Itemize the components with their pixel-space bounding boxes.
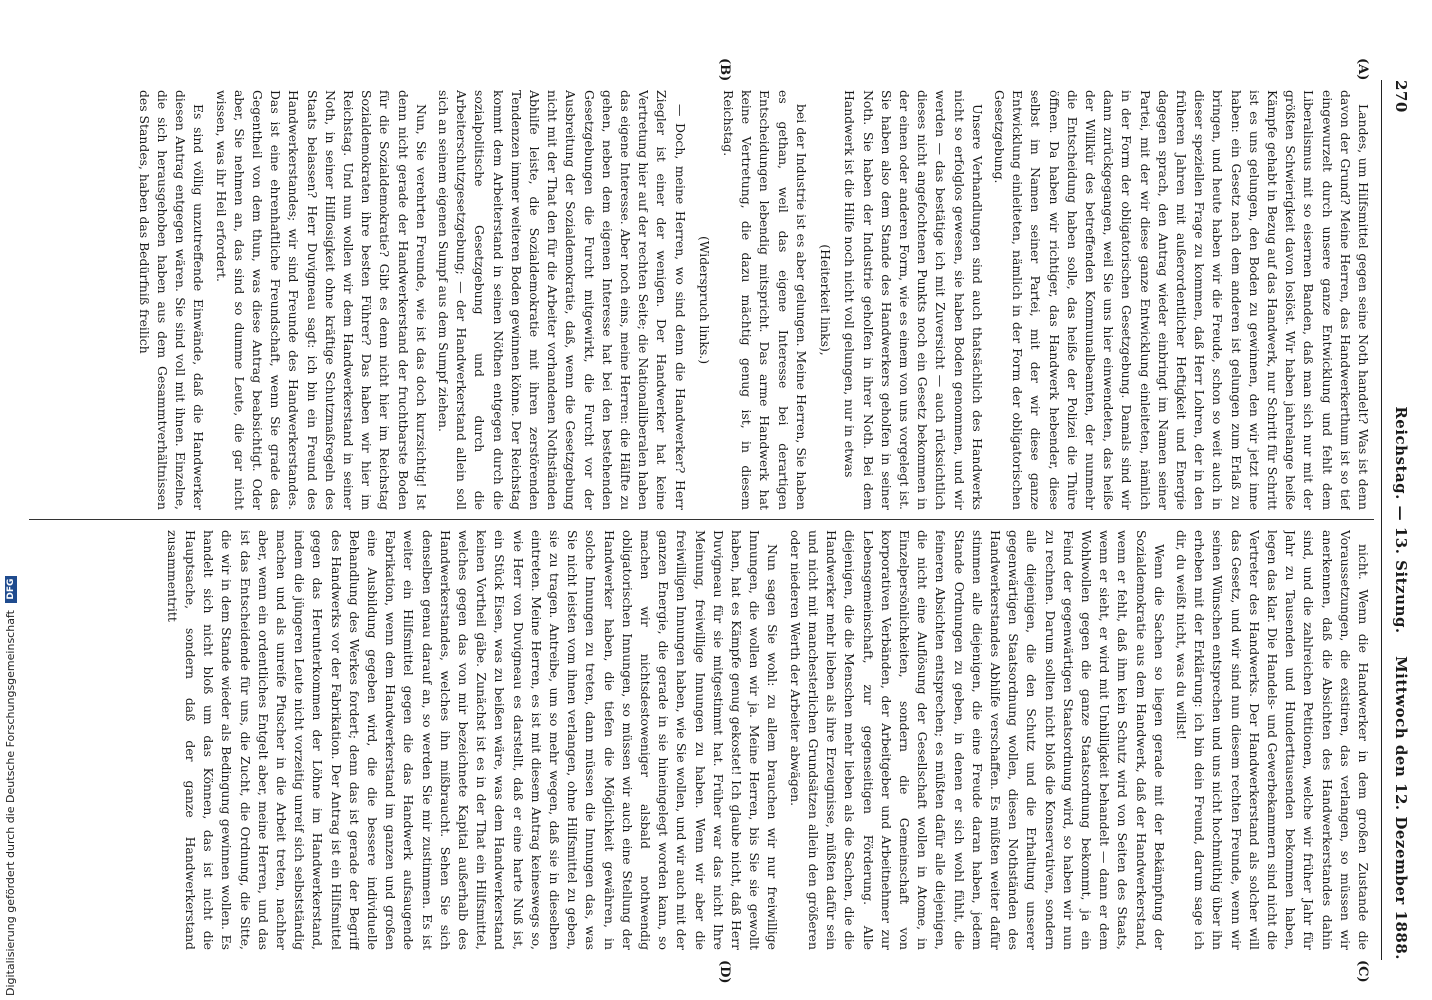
footer-text: Digitalisierung gefördert durch die Deutsche Forschungsgemeinschaft [4,610,17,996]
paragraph: Nun sagen Sie wohl: zu allem brauchen wir nur freiwillige Innungen, die wollen wir ja. Meine Herren, bis Sie sie gewollt haben, hat es Kämpfe genug gekostet! Ich glaube nicht, daß Herr Duvigneau für sie mitgestimmt hat. Früher war das nicht Ihre Meinung, freiwillige Innungen zu haben. Wenn wir aber die freiwilligen Innungen haben, wie Sie wollen, und wir auch mit der ganzen Energie, die gerade in sie hineingelegt worden kann, so machen wir nichtsdestoweniger alsbald nothwendig obligatorischen Innungen, so müssen wir auch eine Stellung der Handwerker haben, die tiefen die Möglichkeit gewähren, in solche Innungen zu treten, dann müssen die Innungen das, was Sie nicht leisten vom ihnen verlangen, ohne Hilfsmittel zu geben, sie zu tragen. Antreibe, um so mehr wegen, daß sie in dieselben eintreten. Meine Herren, es ist mit diesem Antrag keineswegs so, wie Herr von Duvigneau es darstellt, daß er eine harte Nuß ist, ein Stück Eisen, was zu beißen wäre, was dem Handwerkerstand keinen Vortheil gäbe. Zunächst ist es in der That ein Hilfsmittel, welches gegen das von mir bezeichnete Kapital außerhalb des Handwerkerstandes, welches ihn mißbraucht. Sehen Sie sich denselben genau darauf an, so werden Sie mir zustimmen. Es ist weiter ein Hilfsmittel gegen die das Handwerk aufsaugende Fabrikation, wenn dem Handwerkerstand im ganzen und großen eine Ausbildung gegeben wird, die die bessere individuelle Behandlung des Werkes fordert; denn das ist gerade der Begriff des Handwerks vor der Fabrikation. Der Antrag ist ein Hilfsmittel gegen das Herunterkommen der Löhne im Handwerkerstand, indem die jüngeren Leute nicht vorzeitig unreif sich selbstständig machen und als unreife Pfuscher in die Arbeit treten, nachher aber, wenn ein ordentliches Entgelt aber, meine Herren, und das ist das Entscheidende für uns, die Zucht, die Ordnung, die Sitte, die wir in dem Stande wieder als Bedingung gewinnen wollen. Es handelt sich nicht bloß um das Können, das ist nicht die Hauptsache, sondern daß der ganze Handwerkerstand zusammentritt [164,530,781,950]
paragraph: bei der Industrie ist es aber gelungen. Meine Herren, Sie haben es gethan, weil das eigene Interesse bei derartigen Entscheidungen lebendig mitspricht. Das arme Handwerk hat keine Vertretung, die dazu mächtig genug ist, in diesem Reichstag. [721,90,809,510]
column-divider [29,519,1374,520]
paragraph: Wenn die Sachen so liegen gerade mit der Bekämpfung der Sozialdemokratie aus dem Handwerk, daß der Handwerkerstand, wenn er fehlt, daß ihm kein Schutz wird von Seiten des Staats, wenn er sieht, er wird mit Unbilligkeit behandelt — dann er dem Wohlwollen gegen die ganze Staatsordnung bekommt, ja ein Feind der gegenwärtigen Staatsordnung wird, so haben wir nun zu rechnen. Darum sollten nicht bloß die Konservativen, sondern alle diejenigen, die den Schutz und die Erhaltung unserer gegenwärtigen Staatsordnung wollen, diesen Nothständen des Handwerkerstandes Abhilfe verschaffen. Es müßten weiter dafür stimmen alle diejenigen, die eine Freude daran haben, jedem Stande Ordnungen zu geben, in denen er sich wohl fühlt, die feineren Absichten entsprechen; es müßten dafür alle diejenigen, die nicht eine Auflösung der Gesellschaft wollen in Atome, in Einzelpersönlichkeiten, sondern die Gemeinschaft von korporativen Verbänden, der Arbeitgeber und Arbeitnehmer zur Lebensgemeinschaft, zur gegenseitigen Förderung. Alle diejenigen, die die Menschen mehr lieben als die Sachen, die die Handwerker mehr lieben als ihre Erzeugnisse, müßten dafür sein und nicht mit manchesterlichen Grundsätzen allein den größeren oder niederen Werth der Arbeiter abwägen. [787,530,1167,950]
page-title: Reichstag. — 13. Sitzung. [1392,406,1410,634]
margin-marker-d: (D) [717,960,732,984]
paragraph: Nun, Sie verehrten Freunde, wie ist das doch kurzsichtig! Ist denn nicht gerade der Handwerkerstand der fruchtbarste Boden für die Sozialdemokratie? Gibt es denn nicht hier im Reichstag Sozialdemokraten ihre besten Führer? Das haben wir hier im Reichstag. Und nun wollen wir dem Handwerkerstand in seiner Noth, in seiner Hilflosigkeit ohne kräftige Schutzmaßregeln des Staats belassen? Herr Duvigneau sagt: ich bin ein Freund des Handwerkerstandes; wir sind Freunde des Handwerkerstandes. Das ist eine ehrenhaftliche Freundschaft, wenn Sie grade das Gegentheil von dem thun, was diese Antrag beabsichtigt. Oder aber, Sie nehmen an, das sind so dumme Leute, die gar nicht wissen, was ihr Heil erfordert. [213,90,429,510]
margin-marker-a: (A) [1355,58,1370,81]
paragraph: nicht. Wenn die Handwerker in dem großen Zustande die Voraussetzungen, die existiren, das verlangen, so müssen wir anerkennen, daß die Absichten des Handwerkerstandes dahin sind, und die zahlreichen Petitionen, welche wir früher Jahr für Jahr zu Tausenden und Hunderttausenden bekommen haben, legen das klar. Die Handels- und Gewerbekammern sind nicht die Vertreter des Handwerks. Der Handwerkerstand als solcher will das Gesetz, und wir sind nun diesem rechten Freunde, wenn wir seinen Wünschen entsprechen und uns nicht hochmüthig über ihn erheben mit der Erklärung: ich bin dein Freund, darum sage ich dir, du weißt nicht, was du willst! [1173,530,1371,950]
page-header [1386,80,1410,960]
right-column [32,530,1372,950]
margin-marker-c: (C) [1355,960,1370,983]
dfg-logo: DFG [5,576,17,603]
page-number: 270 [1392,80,1410,113]
left-column [32,90,1372,510]
header-rule [1381,80,1382,960]
footer-credit [4,36,24,996]
session-date: Mittwoch den 12. Dezember 1888. [1392,656,1410,960]
interjection: (Widerspruch links.) [696,235,712,365]
paragraph: Es sind völlig unzutreffende Einwände, daß die Handwerker diesen Antrag entgegen wären. Sie sind voll mit ihnen. Einzelne, die sich herausgehoben haben aus dem Gesammtverhältnissen des Standes, haben das Bedürfniß freilich [136,90,207,510]
paragraph: — Doch, meine Herren, wo sind denn die Handwerker? Herr Ziegler ist einer der wenigen. Der Handwerker hat keine Vertretung hier auf der rechten Seite; die Nationalliberalen haben das eigene Interesse. Aber noch eins, meine Herren: die Hälfte zu gehen, neben dem eigenen Interesse hat bei den bestehenden Gesetzgebungen die Furcht mitgewirkt, die Furcht vor der Ausbreitung der Sozialdemokratie, daß, wenn die Gesetzgebung nicht mit der That den für die Arbeiter vorhandenen Nothständen Abhilfe leiste, die Sozialdemokratie mit ihren zerstörenden Tendenzen immer weiteren Boden gewinnen könne. Der Reichstag kommt dem Arbeiterstand in seinen Nöthen entgegen durch die sozialpolitische Gesetzgebung und durch die Arbeiterschutzgesetzgebung; — der Handwerkerstand allein soll sich an seinem eigenen Sumpf aus dem Sumpf ziehen. [436,90,688,510]
paragraph: Landes, um Hilfsmittel gegen seine Noth handelt? Was ist denn davon der Grund? Meine Herren, das Handwerkerthum ist so tief eingewurzelt durch unsere ganze Entwicklung und fehlt dem Liberalismus mit so eisernen Banden, daß man sich nur mit der größten Schwierigkeit davon loslöst. Wir haben jahrelange heiße Kämpfe gehabt in Bezug auf das Handwerk, nur Schritt für Schritt ist es uns gelungen, den Boden zu gewinnen, den wir jetzt inne haben: ein Gesetz nach dem anderen ist gelungen zum Erlaß zu bringen, und heute haben wir die Freude, schon so weit auch in dieser speziellen Frage zu kommen, daß Herr Lohren, der in den früheren Jahren mit außerordentlicher Heftigkeit und Energie dagegen sprach, den Antrag wieder einbringt im Namen seiner Partei, mit der wir diese ganze Entwicklung einleiteten, nämlich in der Form der obligatorischen Gesetzgebung. Damals sind wir dann zurückgegangen, weil Sie uns hier einwendeten, das heiße der Willkür des betreffenden Kommunalbeamten, der nunmehr die Entscheidung haben solle, das heiße der Polizei die Thüre öffnen. Da haben wir richtiger, das Handwerk hebender, diese selbst im Namen seiner Partei, mit der wir diese ganze Entwicklung einleiteten, nämlich in der Form der obligatorischen Gesetzgebung. [991,90,1371,510]
interjection: (Heiterkeit links), [818,244,834,356]
margin-marker-b: (B) [717,58,732,82]
paragraph: Unsere Verhandlungen sind auch thatsächlich des Handwerks nicht so erfolglos gewesen, sie haben Boden genommen, und wir werden — das bestätige ich mit Zuversicht — auch rücksichtlich dieses nicht angefochtenen Punkts noch ein Gesetz bekommen in der einen oder anderen Form, wie es einem von uns vorgelegt ist. Sie haben also dem Stande des Handwerkers geholfen in seiner Noth. Sie haben der Industrie geholfen in ihrer Noth. Bei dem Handwerk ist die Hilfe noch nicht voll gelungen, nur in etwas [842,90,985,510]
